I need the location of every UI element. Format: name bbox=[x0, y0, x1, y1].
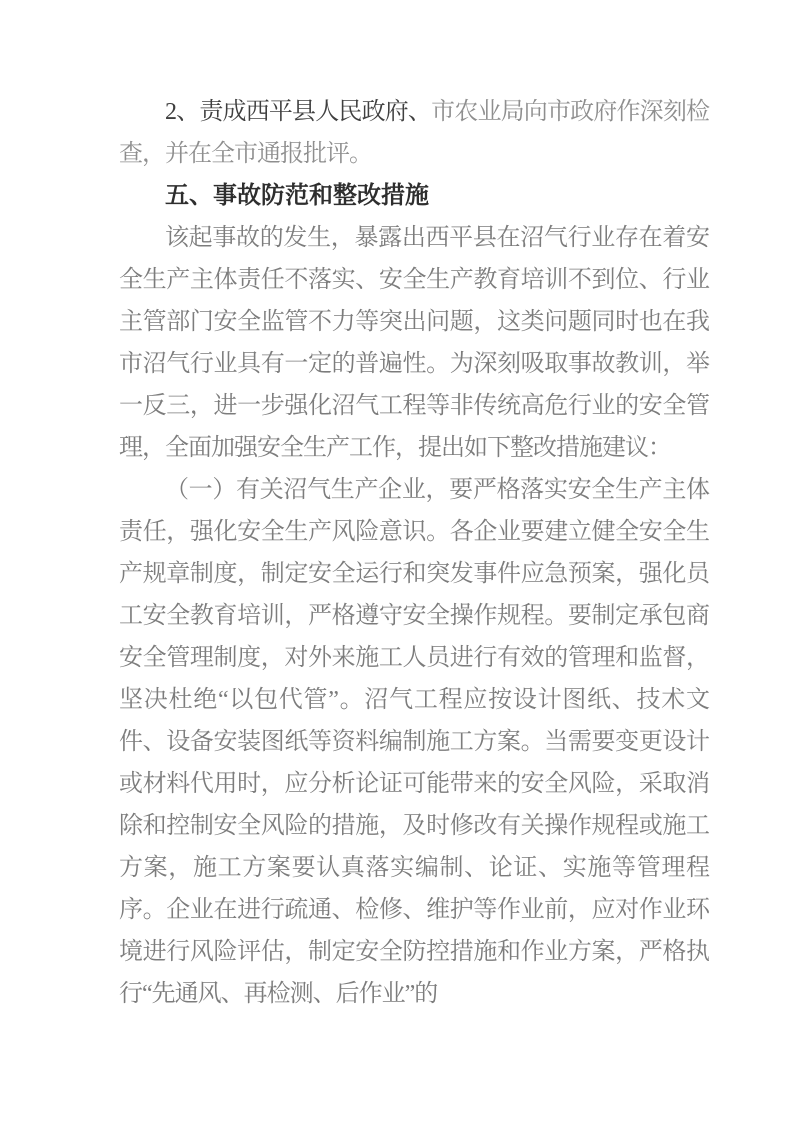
section-heading-prevention-measures: 五、事故防范和整改措施 bbox=[165, 182, 429, 209]
paragraph-item-2 bbox=[119, 91, 709, 175]
document-body bbox=[119, 91, 709, 1015]
paragraph-item-2-lead-text: 2、责成西平县人民政府、 bbox=[165, 99, 432, 125]
paragraph-item-2-rest-text: 市农业局向市政府作深刻检查，并在全市通报批评。 bbox=[119, 99, 710, 167]
paragraph-accident-exposure: 该起事故的发生，暴露出西平县在沼气行业存在着安全生产主体责任不落实、安全生产教育培训不到位、行业主管部门安全监管不力等突出问题，这类问题同时也在我市沼气行业具有一定的普遍性。为深刻吸取事故教训，举一反三，进一步强化沼气工程等非传统高危行业的安全管理，全面加强安全生产工作，提出如下整改措施建议： bbox=[119, 225, 709, 461]
paragraph-measure-one: （一）有关沼气生产企业，要严格落实安全生产主体责任，强化安全生产风险意识。各企业要建立健全安全生产规章制度，制定安全运行和突发事件应急预案，强化员工安全教育培训，严格遵守安全操作规程。要制定承包商安全管理制度，对外来施工人员进行有效的管理和监督，坚决杜绝“以包代管”。沼气工程应按设计图纸、技术文件、设备安装图纸等资料编制施工方案。当需要变更设计或材料代用时，应分析论证可能带来的安全风险，采取消除和控制安全风险的措施，及时修改有关操作规程或施工方案，施工方案要认真落实编制、论证、实施等管理程序。企业在进行疏通、检修、维护等作业前，应对作业环境进行风险评估，制定安全防控措施和作业方案，严格执行“先通风、再检测、后作业”的 bbox=[119, 477, 709, 1007]
